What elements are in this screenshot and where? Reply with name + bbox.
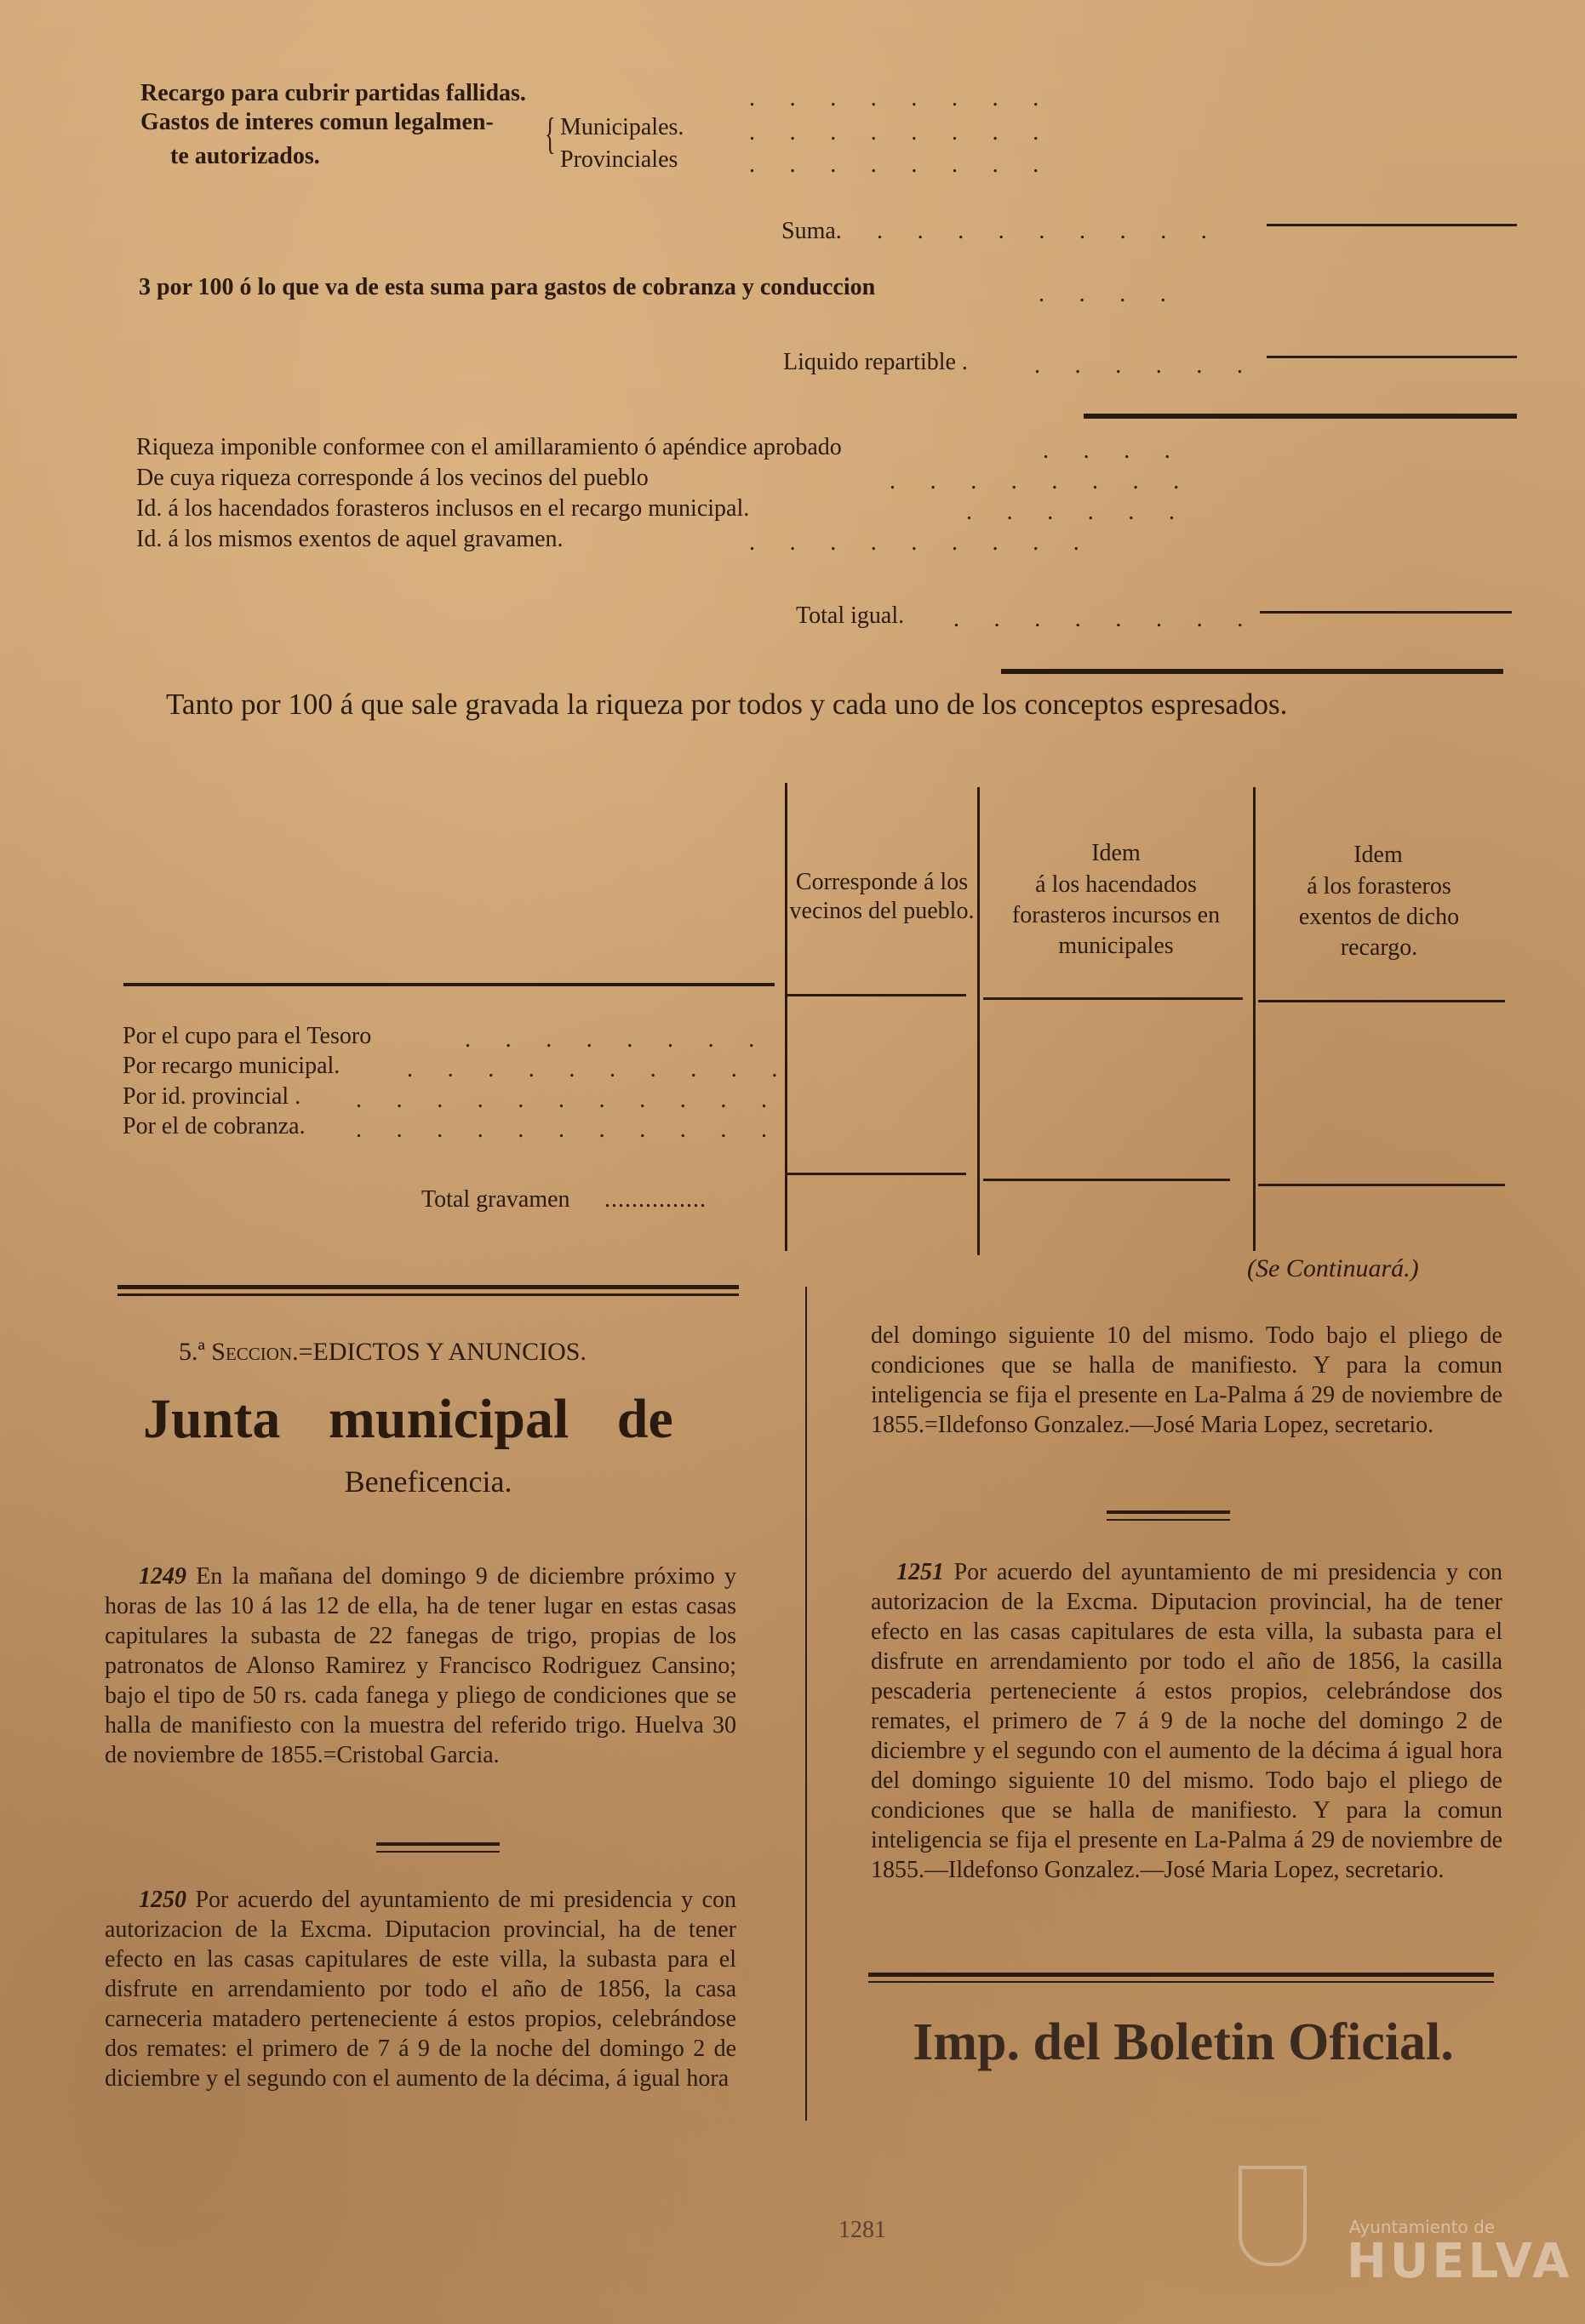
statement-municipales: Municipales. bbox=[560, 114, 684, 140]
leader-dots: . . . . . . . . bbox=[890, 468, 1193, 494]
section-rule bbox=[117, 1293, 739, 1296]
junta-title-text: Junta municipal de bbox=[143, 1388, 673, 1450]
notice-1251 bbox=[871, 1557, 1502, 1885]
watermark-huelva: HUELVA bbox=[1347, 2234, 1573, 2289]
notice-separator bbox=[376, 1851, 500, 1853]
leader-dots: . . . . . . . . bbox=[749, 151, 1053, 178]
rule-thick bbox=[1001, 669, 1503, 674]
leader-dots: . . . . . . . . . bbox=[877, 218, 1222, 244]
table-header-rule bbox=[983, 997, 1243, 1000]
se-continuara: (Se Continuará.) bbox=[1247, 1254, 1419, 1282]
table-row-label: Por id. provincial . bbox=[123, 1083, 301, 1110]
table-divider bbox=[977, 787, 980, 1255]
leader-dots: . . . . . . . . . . . bbox=[356, 1116, 781, 1143]
rule-thick bbox=[1084, 414, 1517, 419]
section-header bbox=[179, 1338, 587, 1367]
tanto-heading: Tanto por 100 á que sale gravada la riqueza por todos y cada uno de los conceptos espresados. bbox=[166, 688, 1288, 721]
table-total-rule bbox=[787, 1173, 966, 1175]
statement-provinciales: Provinciales bbox=[560, 146, 678, 173]
notice-separator bbox=[376, 1842, 500, 1846]
rule bbox=[1267, 224, 1517, 226]
leader-dots: . . . . . . . . . . . bbox=[356, 1087, 781, 1113]
table-row-label: Por el cupo para el Tesoro bbox=[123, 1023, 372, 1049]
notice-text: En la mañana del domingo 9 de diciembre próximo y horas de las 10 á las 12 de ella, ha de tener lugar en estas casas capitulares la subasta de 22 fanegas de trigo, propias de los patronatos de Alonso Ramirez y Francisco Rodriguez Cansino; bajo el tipo de 50 rs. cada fanega y pliego de condiciones que se halla de manifiesto con la muestra del referido trigo. Huelva 30 de noviembre de 1855.=Cristobal Garcia. bbox=[105, 1563, 736, 1768]
leader-dots: . . . . . . . . bbox=[749, 85, 1053, 111]
crest-icon bbox=[1239, 2166, 1307, 2266]
leader-dots: . . . . bbox=[1043, 437, 1185, 464]
table-total-rule bbox=[1258, 1184, 1505, 1186]
leader-dots: ............... bbox=[604, 1186, 707, 1213]
section-number: 5.ª bbox=[179, 1338, 205, 1366]
table-header-rule bbox=[123, 983, 775, 986]
table-divider bbox=[785, 783, 787, 1251]
junta-subtitle: Beneficencia. bbox=[344, 1465, 512, 1499]
statement-riqueza-3: Id. á los hacendados forasteros inclusos en el recargo municipal. bbox=[136, 495, 750, 522]
section-title: =EDICTOS Y ANUNCIOS. bbox=[298, 1338, 587, 1366]
rule bbox=[1267, 356, 1517, 358]
watermark-small: Ayuntamiento de bbox=[1349, 2217, 1496, 2237]
table-row-label: Por el de cobranza. bbox=[123, 1113, 306, 1139]
notice-number: 1250 bbox=[139, 1887, 186, 1913]
statement-line-recargo: Recargo para cubrir partidas fallidas. bbox=[140, 80, 526, 106]
notice-1250-continued: del domingo siguiente 10 del mismo. Todo bajo el pliego de condiciones que se halla de manifiesto. Y para la comun inteligencia se fija el presente en La-Palma á 29 de noviembre de 1855.=Ildefonso Gonzalez.—José Maria Lopez, secretario. bbox=[871, 1322, 1502, 1438]
section-name: Seccion. bbox=[211, 1338, 299, 1366]
statement-gastos-b: te autorizados. bbox=[170, 143, 320, 169]
imprenta-footer: Imp. del Boletin Oficial. bbox=[913, 2013, 1454, 2071]
leader-dots: . . . . . . . . . . bbox=[407, 1056, 792, 1082]
leader-dots: . . . . . . . . . bbox=[749, 529, 1094, 556]
statement-riqueza-2: De cuya riqueza corresponde á los vecinos del pueblo bbox=[136, 465, 649, 491]
notice-1249 bbox=[105, 1562, 736, 1770]
statement-riqueza-1: Riqueza imponible conformee con el amillaramiento ó apéndice aprobado bbox=[136, 434, 842, 460]
notice-separator bbox=[1107, 1519, 1230, 1521]
junta-title bbox=[143, 1387, 713, 1452]
table-header-rule bbox=[1258, 1000, 1505, 1002]
table-total-label: Total gravamen bbox=[421, 1186, 570, 1213]
notice-text: Por acuerdo del ayuntamiento de mi presidencia y con autorizacion de la Excma. Diputacion provincial, ha de tener efecto en las casas capitulares de esta villa, la subasta para el disfrute en arrendamiento por todo el año de 1856, la casilla pescaderia perteneciente á estos propios, celebrándose dos remates, el primero de 7 á 9 de la noche del domingo 2 de diciembre y el segundo con el aumento de la décima á igual hora del domingo siguiente 10 del mismo. Todo bajo el pliego de condiciones que se halla de manifiesto. Y para la comun inteligencia se fija el presente en La-Palma á 29 de noviembre de 1855.—Ildefonso Gonzalez.—José Maria Lopez, secretario. bbox=[871, 1559, 1503, 1883]
statement-riqueza-4: Id. á los mismos exentos de aquel gravamen. bbox=[136, 526, 564, 552]
statement-gastos-a: Gastos de interes comun legalmen- bbox=[140, 109, 494, 135]
notice-number: 1251 bbox=[896, 1559, 944, 1585]
leader-dots: . . . . . . bbox=[966, 499, 1189, 525]
rule bbox=[1260, 611, 1512, 614]
table-total-rule bbox=[983, 1179, 1230, 1181]
brace: { bbox=[545, 110, 556, 158]
statement-suma: Suma. bbox=[781, 218, 842, 244]
statement-tres-por-cien: 3 por 100 ó lo que va de esta suma para gastos de cobranza y conduccion bbox=[139, 274, 876, 300]
section-rule bbox=[117, 1285, 739, 1289]
statement-total-igual: Total igual. bbox=[796, 602, 905, 629]
bleed-through-texture bbox=[1542, 77, 1585, 1353]
leader-dots: . . . . bbox=[1039, 281, 1181, 307]
column-exentos-title: Idem bbox=[1353, 842, 1403, 868]
leader-dots: . . . . . . . . bbox=[749, 119, 1053, 146]
column-vecinos: Corresponde á los vecinos del pueblo. bbox=[789, 869, 975, 924]
leader-dots: . . . . . . . . bbox=[953, 606, 1257, 632]
column-divider bbox=[805, 1287, 807, 2121]
closing-rule bbox=[868, 1981, 1494, 1983]
notice-separator bbox=[1107, 1510, 1230, 1514]
page-number: 1281 bbox=[838, 2217, 886, 2243]
column-hacendados-title: Idem bbox=[1091, 840, 1141, 866]
statement-liquido: Liquido repartible . bbox=[783, 349, 968, 375]
table-row-label: Por recargo municipal. bbox=[123, 1053, 340, 1079]
notice-1250 bbox=[105, 1885, 736, 2093]
closing-rule bbox=[868, 1973, 1494, 1977]
table-divider bbox=[1253, 787, 1256, 1251]
notice-text: Por acuerdo del ayuntamiento de mi presidencia y con autorizacion de la Excma. Diputacion provincial, ha de tener efecto en las casas capitulares de este villa, la subasta para el disfrute en arrendamiento por todo el año de 1856, la casa carneceria matadero perteneciente á estos propios, celebrándose dos remates: el primero de 7 á 9 de la noche del domingo 2 de diciembre y el segundo con el aumento de la décima, á igual hora bbox=[105, 1887, 737, 2092]
column-exentos: á los forasteros exentos de dicho recargo. bbox=[1298, 873, 1460, 961]
table-header-rule bbox=[787, 994, 966, 996]
column-hacendados: á los hacendados forasteros incursos en municipales bbox=[1011, 871, 1221, 959]
notice-number: 1249 bbox=[139, 1563, 186, 1590]
leader-dots: . . . . . . . . bbox=[465, 1026, 769, 1053]
leader-dots: . . . . . . bbox=[1034, 352, 1257, 379]
